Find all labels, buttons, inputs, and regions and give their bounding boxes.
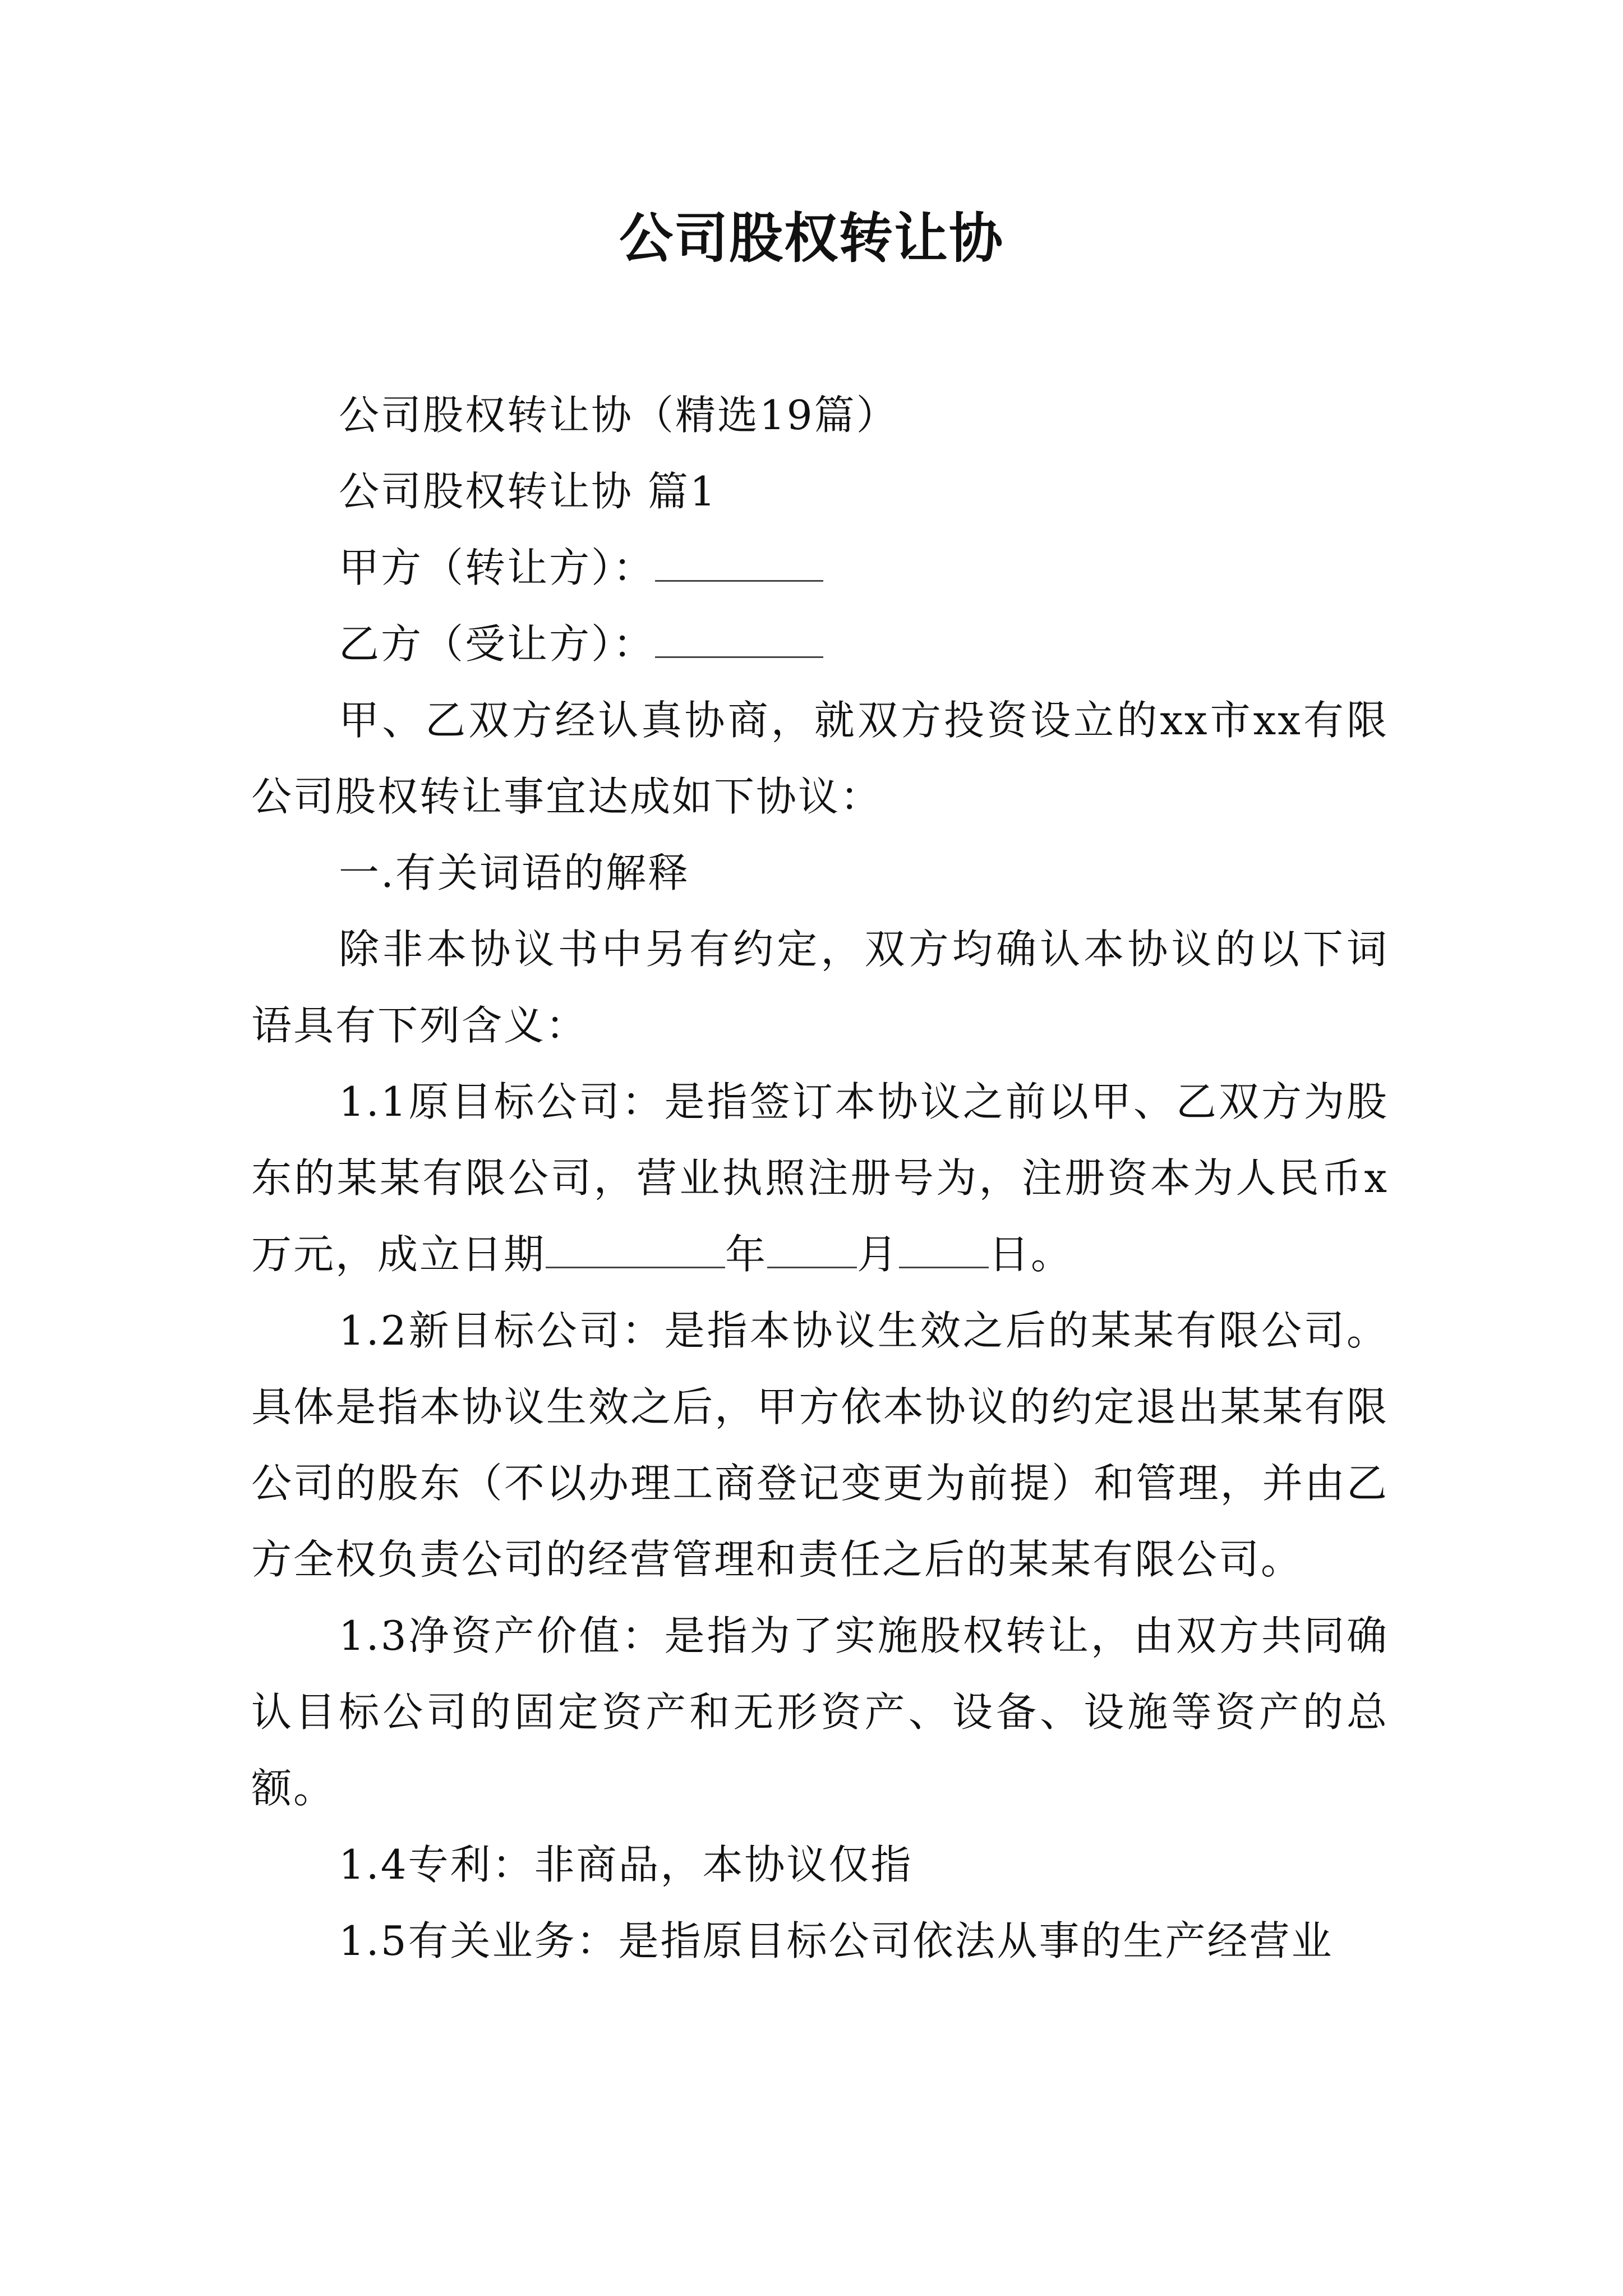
party-a-blank: [655, 541, 823, 582]
party-b-line: [251, 606, 1389, 682]
party-a-label: 甲方（转让方）：: [339, 544, 656, 591]
subtitle: 公司股权转让协（精选19篇）: [339, 392, 898, 439]
clause-1-1-text: 1.1原目标公司：是指签订本协议之前以甲、乙双方为股东的某某有限公司，营业执照注册号为，注册资本为人民币x万元，成立日期: [251, 1078, 1389, 1278]
date-blank-year: [546, 1227, 725, 1268]
clause-1-1-day: 日。: [989, 1231, 1073, 1278]
clause-1-3: 1.3净资产价值：是指为了实施股权转让，由双方共同确认目标公司的固定资产和无形资产、设备、设施等资产的总额。: [251, 1612, 1389, 1812]
party-b-label: 乙方（受让方）：: [339, 620, 656, 668]
clause-1-4: 1.4专利：非商品，本协议仅指: [339, 1841, 913, 1888]
party-a-line: [251, 530, 1389, 606]
date-blank-day: [899, 1227, 989, 1268]
date-blank-month: [767, 1227, 857, 1268]
clause-1-2: 1.2新目标公司：是指本协议生效之后的某某有限公司。具体是指本协议生效之后，甲方依本协议的约定退出某某有限公司的股东（不以办理工商登记变更为前提）和管理，并由乙方全权负责公司的经营管理和责任之后的某某有限公司。: [251, 1307, 1389, 1583]
part1-heading: 一.有关词语的解释: [339, 849, 690, 896]
clause-1-1: [251, 1064, 1389, 1292]
clause-1-5: 1.5有关业务：是指原目标公司依法从事的生产经营业: [339, 1917, 1334, 1964]
clause-1-1-year: 年: [725, 1231, 768, 1278]
party-b-blank: [655, 617, 823, 658]
section-heading: 公司股权转让协 篇1: [339, 468, 717, 515]
document-title: 公司股权转让协: [619, 207, 1004, 270]
intro-paragraph: 甲、乙双方经认真协商，就双方投资设立的xx市xx有限公司股权转让事宜达成如下协议：: [251, 697, 1389, 820]
part1-intro: 除非本协议书中另有约定，双方均确认本协议的以下词语具有下列含义：: [251, 926, 1389, 1049]
document-body: [251, 377, 1389, 1979]
clause-1-1-month: 月: [857, 1231, 900, 1278]
